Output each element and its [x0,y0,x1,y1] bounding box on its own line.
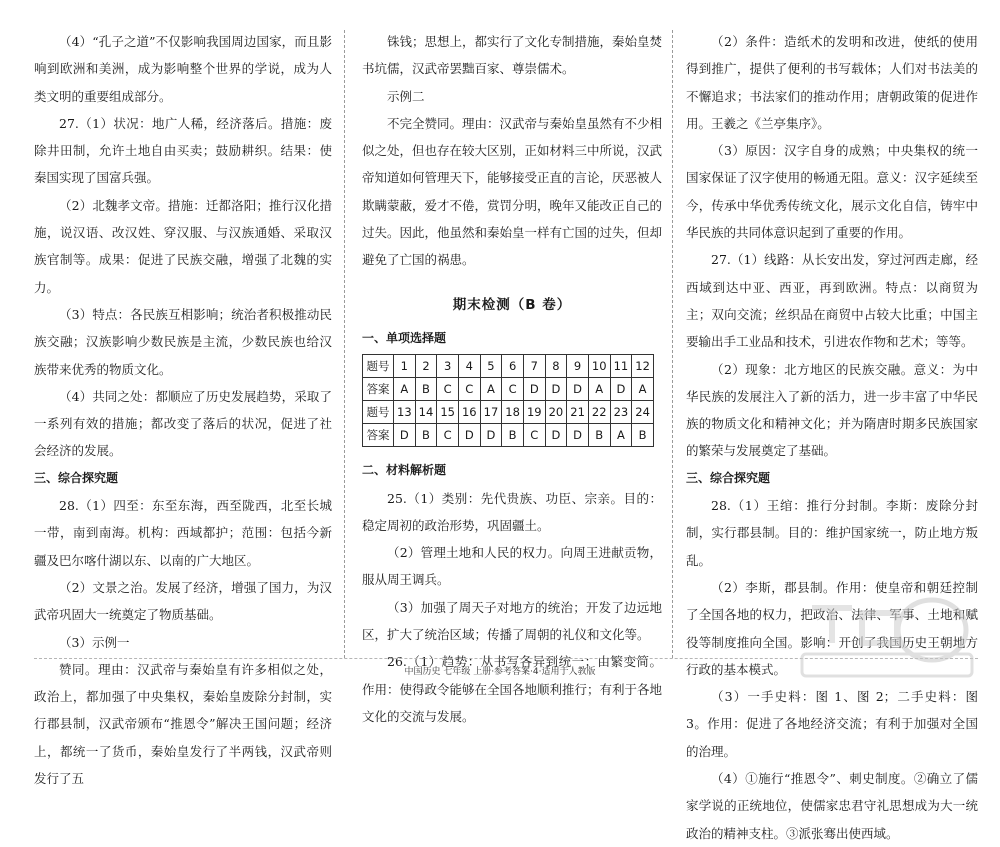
answer-cell: D [523,378,545,401]
answer-cell: D [458,424,480,447]
paragraph: 28.（1）四至：东至东海，西至陇西，北至长城一带，南到南海。机构：西域都护；范围：包括今新疆及巴尔喀什湖以东、以南的广大地区。 [34,498,332,568]
answer-cell: C [458,378,480,401]
question-number-cell: 18 [502,401,524,424]
paragraph: 27.（1）状况：地广人稀，经济落后。措施：废除井田制，允许土地自由买卖；鼓励耕织。结果：使秦国实现了国富兵强。 [34,115,332,186]
question-number-cell: 9 [567,355,589,378]
question-number-cell: 5 [480,355,502,378]
paragraph: （2）条件：造纸术的发明和改进，使纸的使用得到推广，提供了便利的书写载体；人们对书法美的不懈追求；书法家们的推动作用；唐朝政策的促进作用。王羲之《兰亭集序》。 [686,34,978,131]
table-row-question-numbers [363,355,654,378]
question-number-cell: 10 [588,355,610,378]
answer-cell: A [632,378,654,401]
table-row-answers [363,378,654,401]
paragraph: （2）管理土地和人民的权力。向周王进献贡物，服从周王调兵。 [362,545,662,588]
answer-cell: B [502,424,524,447]
paragraph: 铢钱；思想上，都实行了文化专制措施，秦始皇焚书坑儒，汉武帝罢黜百家、尊崇儒术。 [362,34,663,77]
paragraph: 28.（1）王绾：推行分封制。李斯：废除分封制，实行郡县制。目的：维护国家统一，防止地方叛乱。 [686,498,978,568]
answer-cell: A [588,378,610,401]
paragraph: （3）加强了周天子对地方的统治；开发了边远地区，扩大了统治区域；传播了周朝的礼仪和文化等。 [362,599,662,643]
answer-cell: D [545,378,567,401]
section-heading: 三、综合探究题 [34,470,119,485]
answer-cell: C [437,424,459,447]
paragraph: （2）李斯，郡县制。作用：使皇帝和朝廷控制了全国各地的权力，把政治、法律、军事、土地和赋役等制度推向全国。影响：开创了我国历史王朝地方行政的基本模式。 [686,579,978,677]
watermark-stamp-icon [782,588,982,688]
answer-cell: D [567,378,589,401]
paragraph: （2）文景之治。发展了经济，增强了国力，为汉武帝巩固大一统奠定了物质基础。 [34,579,332,623]
middle-top-text [362,28,662,274]
paragraph: （2）北魏孝文帝。措施：迁都洛阳；推行汉化措施，说汉语、改汉姓、穿汉服、与汉族通婚、采取汉族官制等。成果：促进了民族交融，增强了北魏的实力。 [34,197,332,295]
row-label: 答案 [363,424,394,447]
page-footer: 中国历史 七年级 上册·参考答案·4·适用于人教版 [404,667,596,677]
answer-cell: D [545,424,567,447]
paragraph: 26.（1）趋势：从书写各异到统一；由繁变简。作用：使得政令能够在全国各地顺利推行；有利于各地文化的交流与发展。 [362,654,663,724]
paragraph: （4）①施行“推恩令”、刺史制度。②确立了儒家学说的正统地位，使儒家忠君守礼思想成为大一统政治的精神支柱。③派张骞出使西域。 [686,771,978,841]
question-number-cell: 7 [523,355,545,378]
exam-title: 期末检测（B 卷） [452,296,572,313]
answer-cell: C [437,378,459,401]
paragraph: （4）“孔子之道”不仅影响我国周边国家，而且影响到欧洲和美洲，成为影响整个世界的学说，成为人类文明的重要组成部分。 [34,34,332,104]
right-column [686,28,978,847]
question-number-cell: 17 [480,401,502,424]
question-number-cell: 3 [437,355,459,378]
left-column [34,28,332,792]
answer-cell: B [415,378,437,401]
table-row-question-numbers [363,401,654,424]
question-number-cell: 8 [545,355,567,378]
question-number-cell: 14 [415,401,437,424]
question-number-cell: 13 [394,401,416,424]
question-number-cell: 12 [632,355,654,378]
answer-cell: C [523,424,545,447]
paragraph: 25.（1）类别：先代贵族、功臣、宗亲。目的：稳定周初的政治形势，巩固疆土。 [362,490,662,533]
answer-cell: A [480,378,502,401]
paragraph: （3）特点：各民族互相影响；统治者积极推动民族交融；汉族影响少数民族是主流，少数民族也给汉族带来优秀的物质文化。 [34,306,332,377]
question-number-cell: 24 [632,401,654,424]
question-number-cell: 15 [437,401,459,424]
answer-cell: B [588,424,610,447]
answer-cell: D [567,424,589,447]
paragraph: 赞同。理由：汉武帝与秦始皇有许多相似之处，政治上，都加强了中央集权，秦始皇废除分封制，实行郡县制，汉武帝颁布“推恩令”解决王国问题；经济上，都统一了货币，秦始皇发行了半两钱，汉武帝则发行了五 [34,661,332,787]
row-label: 答案 [363,378,394,401]
paragraph: 27.（1）线路：从长安出发，穿过河西走廊，经西域到达中亚、西亚，再到欧洲。特点：以商贸为主；双向交流；丝织品在商贸中占较大比重；中国主要输出手工业品和技术，引进农作物和艺术；等等。 [686,252,978,350]
answer-cell: D [394,424,416,447]
paragraph: （3）示例一 [59,634,130,650]
question-number-cell: 19 [523,401,545,424]
paragraph: （2）现象：北方地区的民族交融。意义：为中华民族的发展注入了新的活力，进一步丰富了中华民族的物质文化和精神文化；并为隋唐时期多民族国家的繁荣与发展奠定了基础。 [686,361,978,459]
middle-bottom-text [362,485,662,731]
question-number-cell: 21 [567,401,589,424]
question-number-cell: 6 [502,355,524,378]
row-label: 题号 [363,355,394,378]
question-number-cell: 2 [415,355,437,378]
answer-cell: A [394,378,416,401]
section-heading-material-analysis: 二、材料解析题 [362,463,447,478]
paragraph: （3）一手史料：图 1、图 2；二手史料：图 3。作用：促进了各地经济交流；有利于加强对全国的治理。 [686,689,978,759]
question-number-cell: 22 [588,401,610,424]
paragraph: （3）原因：汉字自身的成熟；中央集权的统一国家保证了汉字使用的畅通无阻。意义：汉字延续至今，传承中华优秀传统文化，展示文化自信，铸牢中华民族的共同体意识起到了重要的作用。 [686,143,978,241]
section-heading: 三、综合探究题 [686,470,771,485]
paragraph: 示例二 [387,88,425,104]
answer-cell: B [632,424,654,447]
middle-column [362,28,662,730]
question-number-cell: 4 [458,355,480,378]
column-divider [672,30,673,658]
paragraph: （4）共同之处：都顺应了历史发展趋势，采取了一系列有效的措施；都改变了落后的状况，促进了社会经济的发展。 [34,388,332,459]
question-number-cell: 11 [610,355,632,378]
column-divider [344,30,345,658]
question-number-cell: 23 [610,401,632,424]
section-heading-single-choice: 一、单项选择题 [362,330,447,345]
answer-cell: B [415,424,437,447]
table-row-answers [363,424,654,447]
question-number-cell: 1 [394,355,416,378]
answer-cell: C [502,378,524,401]
question-number-cell: 16 [458,401,480,424]
answer-cell: A [610,424,632,447]
answer-cell: D [610,378,632,401]
question-number-cell: 20 [545,401,567,424]
answer-cell: D [480,424,502,447]
row-label: 题号 [363,401,394,424]
paragraph: 不完全赞同。理由：汉武帝与秦始皇虽然有不少相似之处，但也存在较大区别，正如材料三中所说，汉武帝知道如何管理天下，能够接受正直的言论，厌恶被人欺瞒蒙蔽，爱才不倦，赏罚分明，晚年又能改正自己的过失。因此，他虽然和秦始皇一样有亡国的过失，但却避免了亡国的祸患。 [362,115,663,268]
answer-table [362,354,654,447]
